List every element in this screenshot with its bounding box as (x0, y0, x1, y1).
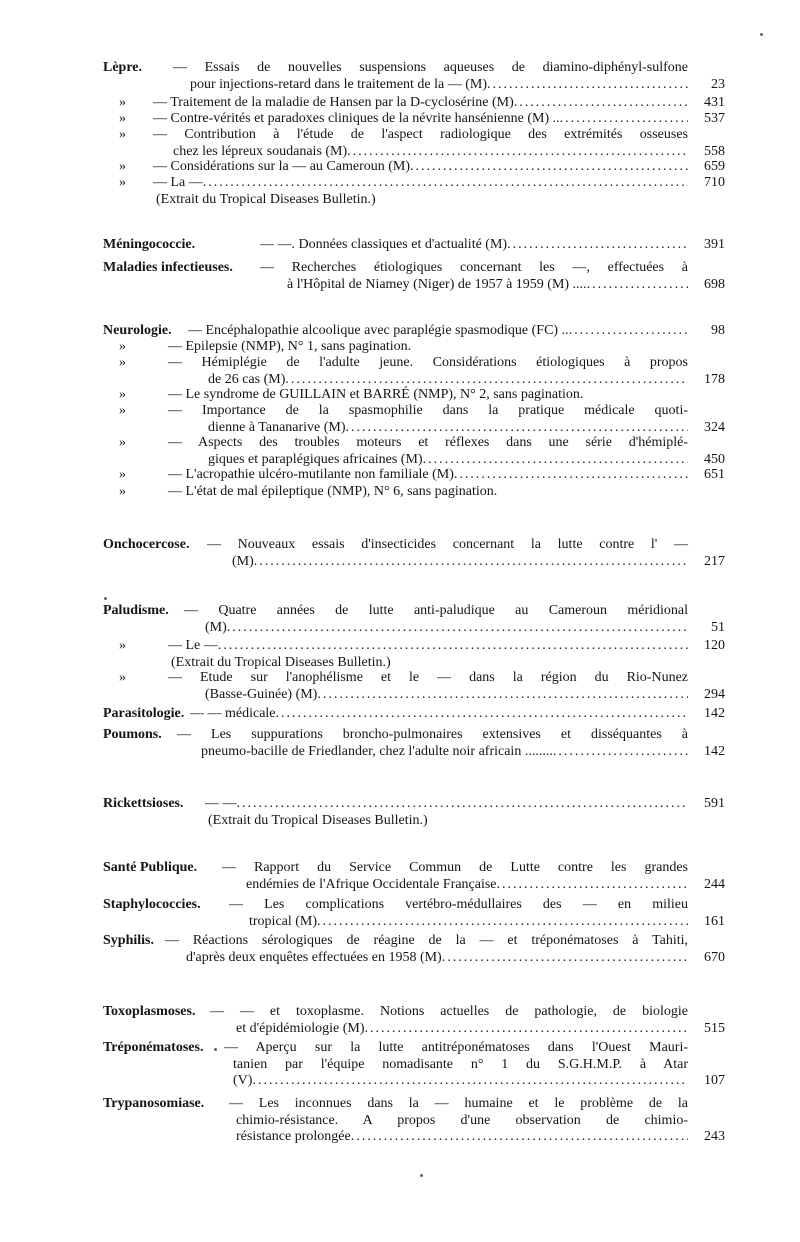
entry-text (153, 159, 688, 176)
entry-line (0, 144, 800, 161)
entry-text-content: tropical (M) (249, 913, 318, 929)
entry-line (0, 744, 800, 761)
dot-leader (227, 620, 688, 637)
entry-line (0, 537, 800, 554)
page-number: 515 (704, 1020, 725, 1036)
entry-text: chimio-résistance. A propos d'une observation de chimio- (236, 1112, 688, 1128)
entry-heading: Lèpre. (103, 60, 143, 75)
entry-text (168, 638, 688, 655)
entry-text-content: résistance prolongée (236, 1129, 351, 1145)
index-entry (0, 933, 800, 966)
entry-text (153, 175, 688, 192)
ditto-mark: » (119, 387, 126, 402)
entry-text-content: — Traitement de la maladie de Hansen par la D-cyclosérine (M) (153, 95, 514, 110)
dot-leader (560, 111, 688, 128)
page-number: 142 (704, 743, 725, 759)
entry-heading: Onchocercose. (103, 537, 190, 552)
ditto-mark: » (119, 95, 126, 110)
dot-leader (203, 175, 688, 192)
entry-text: — Aspects des troubles moteurs et réflexes dans une série d'hémiplé- (168, 435, 688, 450)
entry-line (0, 95, 800, 112)
entry-text: tanien par l'équipe nomadisante n° 1 du S.G.H.M.P. à Atar (233, 1056, 688, 1072)
entry-line (0, 237, 800, 254)
entry-heading: Paludisme. (103, 603, 169, 618)
index-entry (0, 175, 800, 208)
entry-text (153, 95, 688, 112)
entry-text-content: — Considérations sur la — au Cameroun (M) (153, 159, 411, 174)
entry-text: — Hémiplégie de l'adulte jeune. Considérations étiologiques à propos (168, 355, 688, 370)
entry-text (190, 706, 688, 723)
entry-text: — Réactions sérologiques de réagine de la — et tréponématoses à Tahiti, (165, 933, 688, 948)
page-number: 698 (704, 276, 725, 292)
entry-text-content: (Basse-Guinée) (M) (205, 686, 318, 702)
source-note: (Extrait du Tropical Diseases Bulletin.) (208, 812, 428, 828)
entry-line (0, 60, 800, 77)
entry-text-content: (M) (232, 553, 254, 569)
ditto-mark: » (119, 670, 126, 685)
ditto-mark: » (119, 175, 126, 190)
entry-text (153, 111, 688, 128)
entry-text-content: — —. Données classiques et d'actualité (M) (260, 237, 508, 252)
dot-leader (553, 744, 688, 761)
ditto-mark: » (119, 111, 126, 126)
entry-text (205, 687, 688, 704)
entry-text: — Nouveaux essais d'insecticides concernant la lutte contre l' — (207, 537, 688, 552)
entry-line (0, 877, 800, 894)
entry-heading: Toxoplasmoses. (103, 1004, 196, 1019)
entry-line (0, 192, 800, 209)
entry-text: — Etude sur l'anophélisme et le — dans la région du Rio-Nunez (168, 670, 688, 685)
dot-leader (587, 277, 688, 294)
ditto-mark: » (119, 127, 126, 142)
entry-text-content: pour injections-retard dans le traitement de la — (M) (190, 76, 488, 92)
entry-text: — Le syndrome de GUILLAIN et BARRÉ (NMP), N° 2, sans pagination. (168, 387, 584, 402)
entry-text (208, 372, 688, 389)
entry-text-content: d'après deux enquêtes effectuées en 1958 (M) (186, 949, 442, 965)
index-entry (0, 670, 800, 703)
entry-text: — Quatre années de lutte anti-paludique au Cameroun méridional (184, 603, 688, 618)
dot-leader (237, 796, 689, 813)
entry-line (0, 670, 800, 687)
dot-leader (454, 467, 688, 484)
entry-text-content: pneumo-bacille de Friedlander, chez l'adulte noir africain ........ (201, 743, 553, 759)
entry-text: — Epilepsie (NMP), N° 1, sans pagination. (168, 339, 412, 354)
page-number: 23 (711, 76, 725, 92)
entry-text (249, 914, 688, 931)
dot-leader (514, 95, 688, 112)
page-number: 120 (704, 638, 725, 653)
entry-heading: Tréponématoses. (103, 1040, 204, 1055)
entry-line (0, 175, 800, 192)
entry-line (0, 159, 800, 176)
index-entry (0, 897, 800, 930)
entry-line (0, 323, 800, 340)
entry-text: — Les suppurations broncho-pulmonaires extensives et disséquantes à (177, 727, 688, 742)
page-number: 107 (704, 1073, 725, 1089)
entry-line (0, 355, 800, 372)
entry-line (0, 387, 800, 404)
dot-leader (569, 323, 688, 340)
entry-line (0, 127, 800, 144)
entry-text-content: à l'Hôpital de Niamey (Niger) de 1957 à 1959 (M) .... (287, 276, 587, 292)
index-entry (0, 537, 800, 570)
entry-line (0, 467, 800, 484)
entry-line (0, 620, 800, 637)
index-entry (0, 127, 800, 160)
index-entry (0, 387, 800, 404)
ditto-mark: » (119, 403, 126, 418)
entry-text: — Essais de nouvelles suspensions aqueuses de diamino-diphényl-sulfone (173, 60, 688, 75)
page-number: 651 (704, 467, 725, 482)
entry-line (0, 1113, 800, 1130)
entry-line (0, 706, 800, 723)
entry-line (0, 435, 800, 452)
dot-leader (276, 706, 688, 723)
index-entry (0, 796, 800, 829)
index-entry (0, 1096, 800, 1146)
print-speck (760, 33, 763, 36)
entry-text (260, 237, 688, 254)
entry-line (0, 638, 800, 655)
entry-text (246, 877, 688, 894)
entry-heading: Neurologie. (103, 323, 172, 338)
dot-leader (351, 1129, 688, 1146)
print-speck (420, 1174, 423, 1177)
entry-heading: Parasitologie. (103, 706, 185, 721)
dot-leader (346, 420, 688, 437)
entry-line (0, 1129, 800, 1146)
entry-text (232, 554, 688, 571)
entry-line (0, 1021, 800, 1038)
index-entry (0, 60, 800, 93)
entry-text-content: — Le — (168, 638, 218, 653)
entry-heading: Trypanosomiase. (103, 1096, 205, 1111)
entry-text-content: dienne à Tananarive (M) (208, 419, 346, 435)
index-entry (0, 484, 800, 501)
dot-leader (487, 77, 688, 94)
dot-leader (347, 144, 688, 161)
page-number: 391 (704, 237, 725, 252)
entry-text: — Les inconnues dans la — humaine et le problème de la (229, 1096, 688, 1111)
entry-line (0, 339, 800, 356)
entry-text (205, 620, 688, 637)
page-number: 243 (704, 1129, 725, 1145)
entry-text (190, 77, 688, 94)
index-entry (0, 435, 800, 468)
dot-leader (254, 554, 688, 571)
entry-text (208, 420, 688, 437)
entry-heading: Méningococcie. (103, 237, 196, 252)
entry-line (0, 860, 800, 877)
entry-line (0, 1004, 800, 1021)
page-number: 98 (711, 323, 725, 338)
entry-text (173, 144, 688, 161)
entry-text (186, 950, 688, 967)
page-number: 431 (704, 95, 725, 110)
entry-text-content: — La — (153, 175, 203, 190)
page-number: 244 (704, 876, 725, 892)
index-entry (0, 323, 800, 340)
entry-text-content: (V) (233, 1073, 253, 1089)
index-entry (0, 860, 800, 893)
ditto-mark: » (119, 484, 126, 499)
entry-line (0, 727, 800, 744)
page-number: 710 (704, 175, 725, 190)
index-entry (0, 260, 800, 293)
entry-text: — Les complications vertébro-médullaires des — en milieu (229, 897, 688, 912)
index-entry (0, 95, 800, 112)
entry-text (236, 1021, 688, 1038)
entry-text: — Importance de la spasmophilie dans la pratique médicale quoti- (168, 403, 688, 418)
entry-text (201, 744, 688, 761)
dot-leader (317, 914, 688, 931)
entry-text-content: chez les lépreux soudanais (M) (173, 143, 348, 159)
entry-line (0, 484, 800, 501)
entry-text (205, 796, 688, 813)
entry-line (0, 655, 800, 672)
entry-text: — — et toxoplasme. Notions actuelles de pathologie, de biologie (210, 1004, 688, 1019)
entry-line (0, 372, 800, 389)
ditto-mark: » (119, 467, 126, 482)
index-entry (0, 1040, 800, 1090)
dot-leader (285, 372, 688, 389)
index-entry (0, 355, 800, 388)
index-entry (0, 403, 800, 436)
entry-text (233, 1073, 688, 1090)
entry-text: — L'état de mal épileptique (NMP), N° 6, sans pagination. (168, 484, 498, 499)
entry-text-content: endémies de l'Afrique Occidentale Française (246, 876, 497, 892)
page-number: 591 (704, 796, 725, 811)
dot-leader (317, 687, 688, 704)
index-entry (0, 467, 800, 484)
entry-text: — Recherches étiologiques concernant les —, effectuées à (260, 260, 688, 275)
entry-text (208, 452, 688, 469)
entry-line (0, 796, 800, 813)
dot-leader (365, 1021, 689, 1038)
page-number: 670 (704, 949, 725, 965)
entry-heading: Staphylococcies. (103, 897, 201, 912)
entry-line (0, 813, 800, 830)
index-entry (0, 1004, 800, 1037)
entry-line (0, 260, 800, 277)
entry-heading: Syphilis. (103, 933, 154, 948)
page-number: 537 (704, 111, 725, 126)
page-number: 558 (704, 143, 725, 159)
entry-text-content: — L'acropathie ulcéro-mutilante non familiale (M) (168, 467, 454, 482)
index-entry (0, 111, 800, 128)
entry-line (0, 603, 800, 620)
dot-leader (252, 1073, 688, 1090)
entry-line (0, 403, 800, 420)
page-number: 294 (704, 686, 725, 702)
ditto-mark: » (119, 435, 126, 450)
entry-line (0, 111, 800, 128)
index-entry (0, 706, 800, 723)
entry-text (236, 1129, 688, 1146)
entry-text-content: — Contre-vérités et paradoxes cliniques de la névrite hansénienne (M) .. (153, 111, 560, 126)
entry-heading: Maladies infectieuses. (103, 260, 233, 275)
entry-line (0, 277, 800, 294)
entry-line (0, 1073, 800, 1090)
entry-text-content: giques et paraplégiques africaines (M) (208, 451, 423, 467)
entry-text: — Aperçu sur la lutte antitréponématoses dans l'Ouest Mauri- (224, 1040, 688, 1055)
page-number: 142 (704, 706, 725, 721)
index-entry (0, 339, 800, 356)
entry-line (0, 554, 800, 571)
entry-line (0, 1096, 800, 1113)
page-number: 450 (704, 451, 725, 467)
page-number: 659 (704, 159, 725, 174)
entry-text-content: et d'épidémiologie (M) (236, 1020, 365, 1036)
entry-text (287, 277, 688, 294)
entry-text (188, 323, 688, 340)
entry-heading: Rickettsioses. (103, 796, 184, 811)
entry-line (0, 1040, 800, 1057)
entry-text-content: — — (205, 796, 237, 811)
page-number: 324 (704, 419, 725, 435)
entry-line (0, 950, 800, 967)
ditto-mark: » (119, 339, 126, 354)
dot-leader (410, 159, 688, 176)
entry-heading: Poumons. (103, 727, 162, 742)
entry-text-content: — Encéphalopathie alcoolique avec paraplégie spasmodique (FC) .. (188, 323, 569, 338)
source-note: (Extrait du Tropical Diseases Bulletin.) (156, 191, 376, 207)
ditto-mark: » (119, 159, 126, 174)
index-entry (0, 603, 800, 636)
page-number: 51 (711, 619, 725, 635)
entry-text (168, 467, 688, 484)
entry-line (0, 452, 800, 469)
entry-line (0, 914, 800, 931)
entry-line (0, 77, 800, 94)
print-speck (104, 597, 107, 600)
ditto-mark: » (119, 638, 126, 653)
entry-text: — Contribution à l'étude de l'aspect radiologique des extrémités osseuses (153, 127, 688, 142)
ditto-mark: » (119, 355, 126, 370)
dot-leader (507, 237, 688, 254)
entry-heading: Santé Publique. (103, 860, 198, 875)
entry-text-content: — — médicale (190, 706, 276, 721)
page-number: 178 (704, 371, 725, 387)
entry-text: — Rapport du Service Commun de Lutte contre les grandes (222, 860, 688, 875)
dot-leader (442, 950, 688, 967)
entry-line (0, 420, 800, 437)
dot-leader (218, 638, 688, 655)
page-number: 161 (704, 913, 725, 929)
entry-text-content: de 26 cas (M) (208, 371, 286, 387)
index-entry (0, 237, 800, 254)
entry-line (0, 1057, 800, 1074)
dot-leader (423, 452, 688, 469)
source-note: (Extrait du Tropical Diseases Bulletin.) (171, 654, 391, 670)
entry-line (0, 687, 800, 704)
entry-text-content: (M) (205, 619, 227, 635)
index-entry (0, 159, 800, 176)
index-entry (0, 727, 800, 760)
entry-line (0, 933, 800, 950)
entry-line (0, 897, 800, 914)
page-number: 217 (704, 553, 725, 569)
index-entry (0, 638, 800, 671)
dot-leader (497, 877, 688, 894)
